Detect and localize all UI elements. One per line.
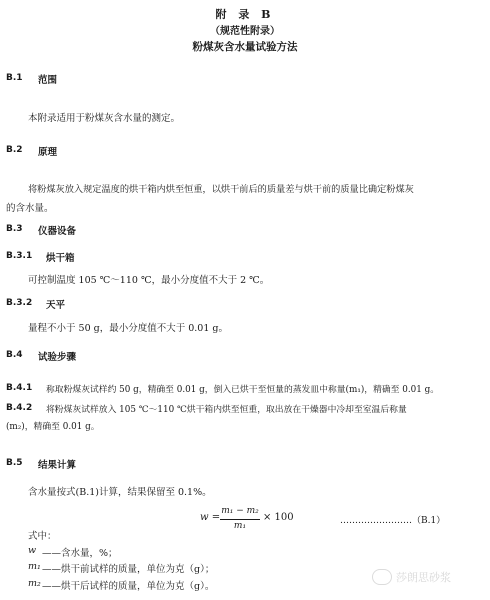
section-b5-number: B.5 [6, 458, 23, 468]
watermark-text: 莎朗思砂浆 [396, 571, 451, 584]
section-b42-text-line1: 将粉煤灰试样放入 105 ℃～110 ℃烘干箱内烘至恒重，取出放在干燥器中冷却至室温后称量 [46, 405, 407, 415]
section-b42-number: B.4.2 [6, 403, 33, 413]
section-b41-number: B.4.1 [6, 383, 33, 393]
section-b41-text: 称取粉煤灰试样约 50 g，精确至 0.01 g，倒入已烘干至恒量的蒸发皿中称量(m₁)，精确至 0.01 g。 [46, 385, 440, 395]
formula-denominator: m₁ [233, 521, 247, 531]
section-b1-number: B.1 [6, 73, 23, 83]
legend-m2-symbol: m₂ [28, 578, 41, 589]
section-b2-title: 原理 [38, 147, 58, 158]
section-b32-title: 天平 [46, 300, 66, 311]
watermark-logo-icon [372, 569, 392, 585]
formula-multiplier: × 100 [263, 512, 294, 523]
section-b1-title: 范围 [38, 75, 58, 86]
legend-m1-symbol: m₁ [28, 561, 41, 572]
section-b42-text-line2: (m₂)，精确至 0.01 g。 [6, 422, 100, 432]
section-b32-text: 量程不小于 50 g，最小分度值不大于 0.01 g。 [28, 323, 228, 334]
section-b2-text-line2: 的含水量。 [6, 203, 54, 214]
section-b1-text: 本附录适用于粉煤灰含水量的测定。 [28, 113, 181, 124]
section-b31-text: 可控制温度 105 ℃～110 ℃，最小分度值不大于 2 ℃。 [28, 275, 270, 286]
formula-numerator: m₁ − m₂ [221, 506, 259, 516]
formula-lhs: w = [200, 512, 221, 523]
legend-w-symbol: w [28, 545, 37, 556]
section-b4-title: 试验步骤 [38, 352, 77, 363]
section-b3-title: 仪器设备 [38, 226, 77, 237]
section-b2-text-line1: 将粉煤灰放入规定温度的烘干箱内烘至恒重，以烘干前后的质量差与烘干前的质量比确定粉煤灰 [28, 184, 414, 195]
watermark [372, 566, 480, 588]
legend-m1-text: ——烘干前试样的质量，单位为克（g）； [42, 564, 215, 575]
appendix-nature: （规范性附录） [210, 26, 280, 37]
section-b5-text: 含水量按式(B.1)计算，结果保留至 0.1%。 [28, 487, 212, 498]
appendix-label: 附 录 B [215, 8, 275, 21]
fraction-bar [220, 519, 260, 520]
section-b5-title: 结果计算 [38, 460, 77, 471]
section-b4-number: B.4 [6, 350, 23, 360]
legend-w-text: ——含水量，%； [42, 548, 118, 559]
formula-b1 [200, 506, 310, 546]
section-b2-number: B.2 [6, 145, 23, 155]
section-b31-number: B.3.1 [6, 251, 33, 261]
section-b31-title: 烘干箱 [46, 253, 75, 264]
document-title: 粉煤灰含水量试验方法 [192, 41, 298, 53]
section-b3-number: B.3 [6, 224, 23, 234]
legend-m2-text: ——烘干后试样的质量，单位为克（g）。 [42, 581, 215, 592]
formula-label: ……………………（B.1） [340, 516, 446, 526]
section-b32-number: B.3.2 [6, 298, 33, 308]
legend-intro: 式中： [28, 531, 57, 542]
